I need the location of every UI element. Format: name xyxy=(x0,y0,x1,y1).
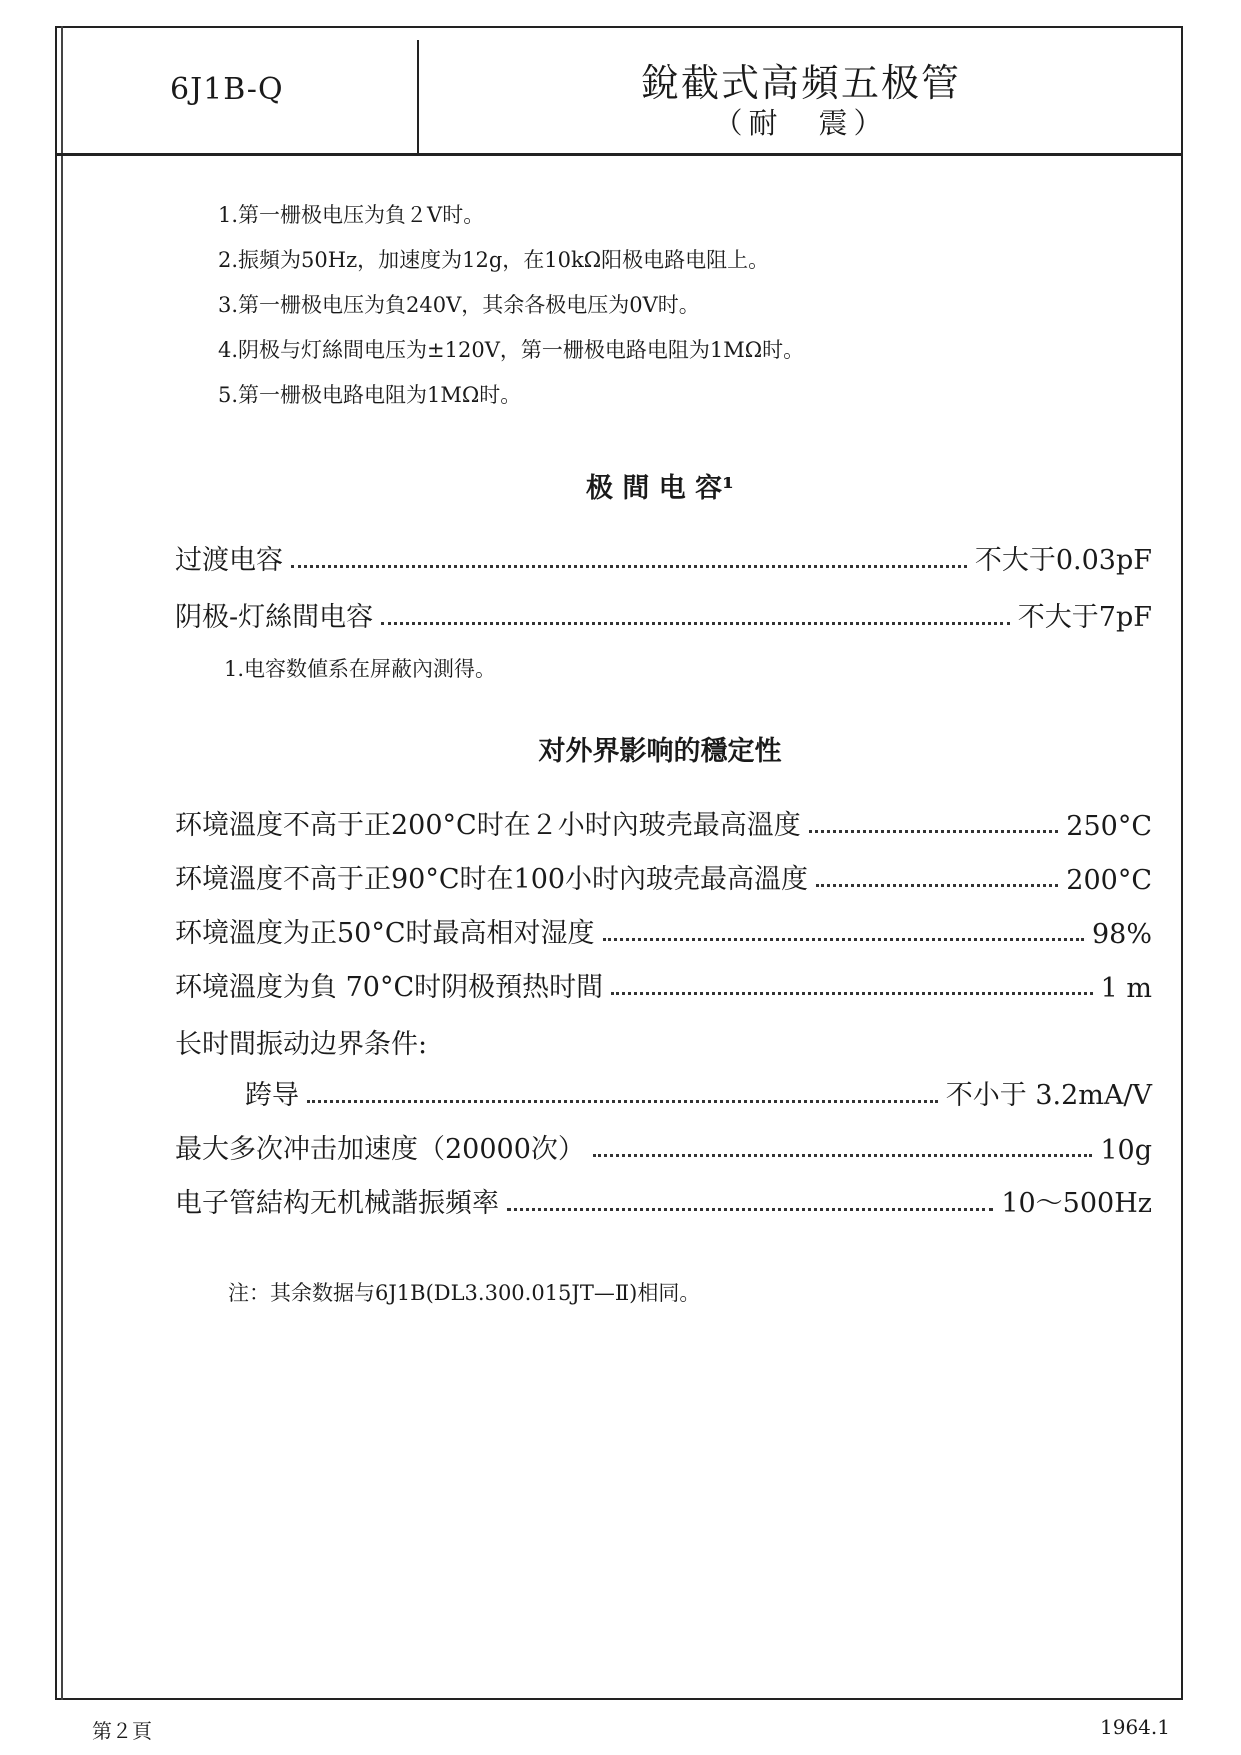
spec-label: 环境溫度不高于正200°C时在２小时內玻壳最高溫度 xyxy=(175,810,801,841)
spec-label: 过渡电容 xyxy=(175,545,283,576)
spec-value: 不大于7pF xyxy=(1017,602,1152,633)
spec-row-humidity xyxy=(175,906,1152,950)
spec-label: 电子管結构无机械諧振頻率 xyxy=(175,1188,499,1219)
note-1: 1.第一栅极电压为負２V时。 xyxy=(218,203,485,227)
page-number: 第２頁 xyxy=(92,1719,152,1743)
spec-row-transconductance xyxy=(245,1068,1152,1112)
leader-dots xyxy=(291,565,967,568)
spec-row-transfer-capacitance xyxy=(175,533,1152,577)
leader-dots xyxy=(603,938,1084,941)
note-2: 2.振頻为50Hz，加速度为12g，在10kΩ阳极电路电阻上。 xyxy=(218,248,770,272)
document-subtitle: （耐 震） xyxy=(713,106,889,140)
spec-label: 跨导 xyxy=(245,1080,299,1111)
note-4: 4.阴极与灯絲間电压为±120V，第一栅极电路电阻为1MΩ时。 xyxy=(218,338,805,362)
leader-dots xyxy=(809,830,1059,833)
spec-row-resonance-frequency xyxy=(175,1176,1152,1220)
capacitance-heading: 极 間 电 容¹ xyxy=(585,473,735,504)
leader-dots xyxy=(381,622,1010,625)
leader-dots xyxy=(507,1208,993,1211)
spec-row-bulb-temp-200 xyxy=(175,798,1152,842)
leader-dots xyxy=(307,1100,938,1103)
spec-label: 阴极-灯絲間电容 xyxy=(175,602,374,633)
vibration-heading: 长时間振动边界条件: xyxy=(175,1029,428,1060)
spec-value: 不小于 3.2mA/V xyxy=(945,1080,1152,1111)
spec-value: 不大于0.03pF xyxy=(974,545,1152,576)
spec-value: 10～500Hz xyxy=(1001,1188,1152,1219)
note-3: 3.第一栅极电压为負240V，其余各极电压为0V时。 xyxy=(218,293,700,317)
frame-inner-line xyxy=(61,26,63,1700)
spec-row-cathode-heater-capacitance xyxy=(175,590,1152,634)
spec-value: 200°C xyxy=(1066,865,1152,896)
model-number: 6J1B-Q xyxy=(170,72,284,107)
spec-label: 环境溫度不高于正90°C时在100小时內玻壳最高溫度 xyxy=(175,864,809,895)
document-title: 銳截式高頻五极管 xyxy=(640,61,961,105)
general-footnote: 注：其余数据与6J1B(DL3.300.015JT—Ⅱ)相同。 xyxy=(228,1281,701,1305)
spec-label: 最大多次冲击加速度（20000次） xyxy=(175,1134,585,1165)
spec-label: 环境溫度为正50°C时最高相对湿度 xyxy=(175,918,595,949)
document-date: 1964.1 xyxy=(1100,1715,1170,1739)
spec-label: 环境溫度为負 70°C时阴极預热时間 xyxy=(175,972,604,1003)
spec-value: 1 m xyxy=(1100,973,1152,1004)
stability-heading: 对外界影响的穩定性 xyxy=(538,736,782,767)
spec-value: 250°C xyxy=(1066,811,1152,842)
leader-dots xyxy=(816,884,1058,887)
leader-dots xyxy=(593,1154,1092,1157)
capacitance-note: 1.电容数値系在屏蔽內測得。 xyxy=(224,657,497,681)
note-5: 5.第一栅极电路电阻为1MΩ时。 xyxy=(218,383,522,407)
leader-dots xyxy=(611,992,1093,995)
spec-row-shock-acceleration xyxy=(175,1122,1152,1166)
header-rule xyxy=(55,153,1183,156)
spec-value: 98% xyxy=(1091,919,1152,950)
spec-row-preheat-time xyxy=(175,960,1152,1004)
spec-value: 10g xyxy=(1100,1135,1152,1166)
spec-row-bulb-temp-90 xyxy=(175,852,1152,896)
